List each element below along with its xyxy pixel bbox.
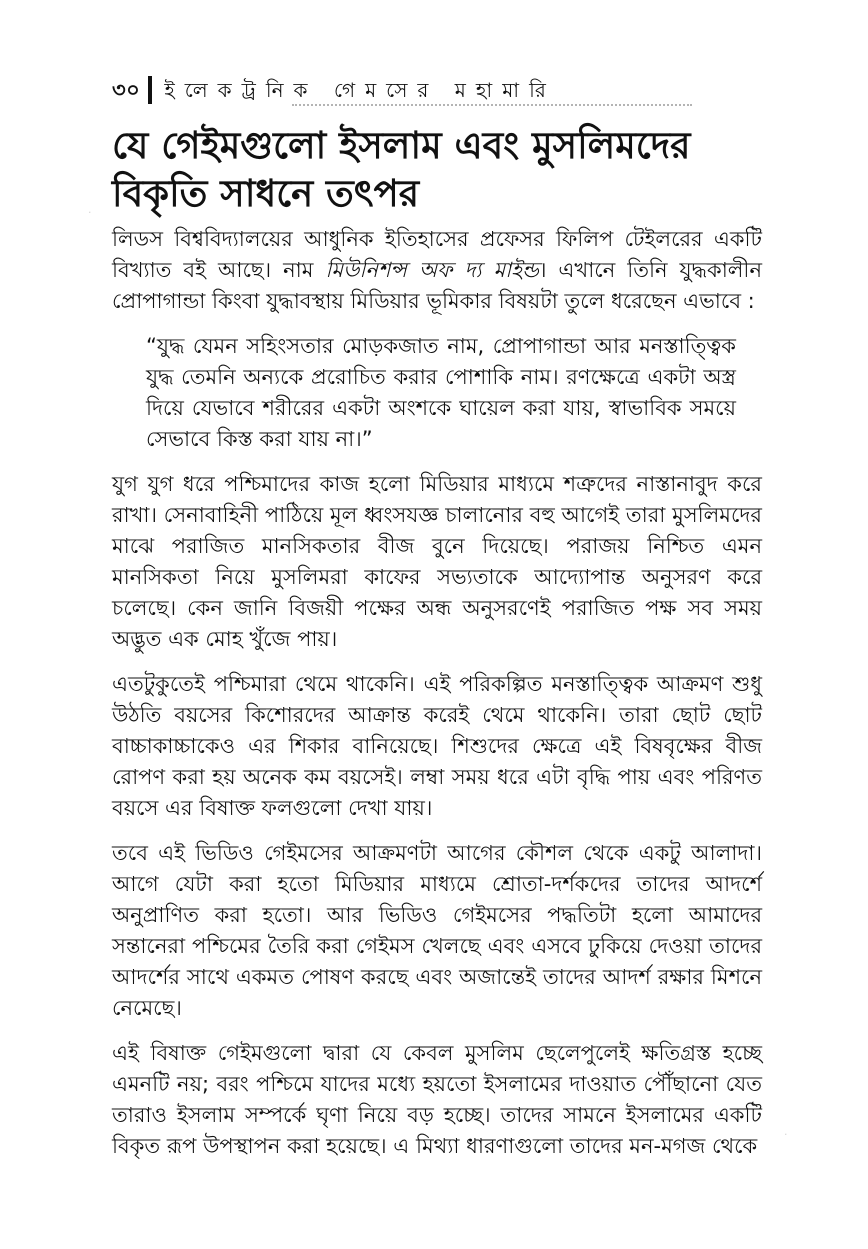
running-header [112,74,752,106]
paragraph-2: যুগ যুগ ধরে পশ্চিমাদের কাজ হলো মিডিয়ার মাধ্যমে শত্রুদের নাস্তানাবুদ করে রাখা। সেনাবাহিনী পাঠিয়ে মূল ধ্বংসযজ্ঞ চালানোর বহু আগেই তারা মুসলিমদের মাঝে পরাজিত মানসিকতার বীজ বুনে দিয়েছে। পরাজয় নিশ্চিত এমন মানসিকতা নিয়ে মুসলিমরা কাফের সভ্যতাকে আদ্যোপান্ত অনুসরণ করে চলেছে। কেন জানি বিজয়ী পক্ষের অন্ধ অনুসরণেই পরাজিত পক্ষ সব সময় অদ্ভুত এক মোহ খুঁজে পায়। [112,472,762,651]
paragraph-1 [112,224,762,317]
paragraph-1-text-end: । এখানে তিনি যুদ্ধকালীন প্রোপাগান্ডা কিংবা যুদ্ধাবস্থায় মিডিয়ার ভূমিকার বিষয়টা তুলে ধরেছেন এভাবে : [112,258,762,313]
scan-speck-left: · [88,206,92,219]
page-number: ৩০ [112,77,141,102]
paragraph-3: এতটুকুতেই পশ্চিমারা থেমে থাকেনি। এই পরিকল্পিত মনস্তাত্ত্বিক আক্রমণ শুধু উঠতি বয়সের কিশোরদের আক্রান্ত করেই থেমে থাকেনি। তারা ছোট ছোট বাচ্চাকাচ্চাকেও এর শিকার বানিয়েছে। শিশুদের ক্ষেত্রে এই বিষবৃক্ষের বীজ রোপণ করা হয় অনেক কম বয়সেই। লম্বা সময় ধরে এটা বৃদ্ধি পায় এবং পরিণত বয়সে এর বিষাক্ত ফলগুলো দেখা যায়। [112,672,762,820]
block-quote: “যুদ্ধ যেমন সহিংসতার মোড়কজাত নাম, প্রোপাগান্ডা আর মনস্তাত্ত্বিক যুদ্ধ তেমনি অন্যকে প্ররোচিত করার পোশাকি নাম। রণক্ষেত্রে একটা অস্ত্র দিয়ে যেভাবে শরীরের একটা অংশকে ঘায়েল করা যায়, স্বাভাবিক সময়ে সেভাবে কিস্ত করা যায় না।” [146,334,736,451]
paragraph-4: তবে এই ভিডিও গেইমসের আক্রমণটা আগের কৌশল থেকে একটু আলাদা। আগে যেটা করা হতো মিডিয়ার মাধ্যমে শ্রোতা-দর্শকদের তাদের আদর্শে অনুপ্রাণিত করা হতো। আর ভিডিও গেইমসের পদ্ধতিটা হলো আমাদের সন্তানেরা পশ্চিমের তৈরি করা গেইমস খেলছে এবং এসবে ঢুকিয়ে দেওয়া তাদের আদর্শের সাথে একমত পোষণ করছে এবং অজান্তেই তাদের আদর্শ রক্ষার মিশনে নেমেছে। [112,841,762,1020]
scan-speck-right: · [784,1128,788,1141]
paragraph-1-text-start: লিডস বিশ্ববিদ্যালয়ের আধুনিক ইতিহাসের প্রফেসর ফিলিপ টেইলরের একটি বিখ্যাত বই আছে। নাম [112,227,762,282]
chapter-body [112,224,762,1176]
header-divider [148,76,152,104]
book-name: মিউনিশন্স অফ দ্য মাইন্ড [325,258,539,282]
chapter-title: যে গেইমগুলো ইসলাম এবং মুসলিমদের বিকৃতি সাধনে তৎপর [112,124,691,215]
book-title: ইলেকট্রনিক গেমসের মহামারি [164,78,556,102]
header-dotted-rule [292,104,692,106]
paragraph-5: এই বিষাক্ত গেইমগুলো দ্বারা যে কেবল মুসলিম ছেলেপুলেই ক্ষতিগ্রস্ত হচ্ছে এমনটি নয়; বরং পশ্চিমে যাদের মধ্যে হয়তো ইসলামের দাওয়াত পৌঁছানো যেত তারাও ইসলাম সম্পর্কে ঘৃণা নিয়ে বড় হচ্ছে। তাদের সামনে ইসলামের একটি বিকৃত রূপ উপস্থাপন করা হয়েছে। এ মিথ্যা ধারণাগুলো তাদের মন-মগজ থেকে [112,1041,762,1158]
